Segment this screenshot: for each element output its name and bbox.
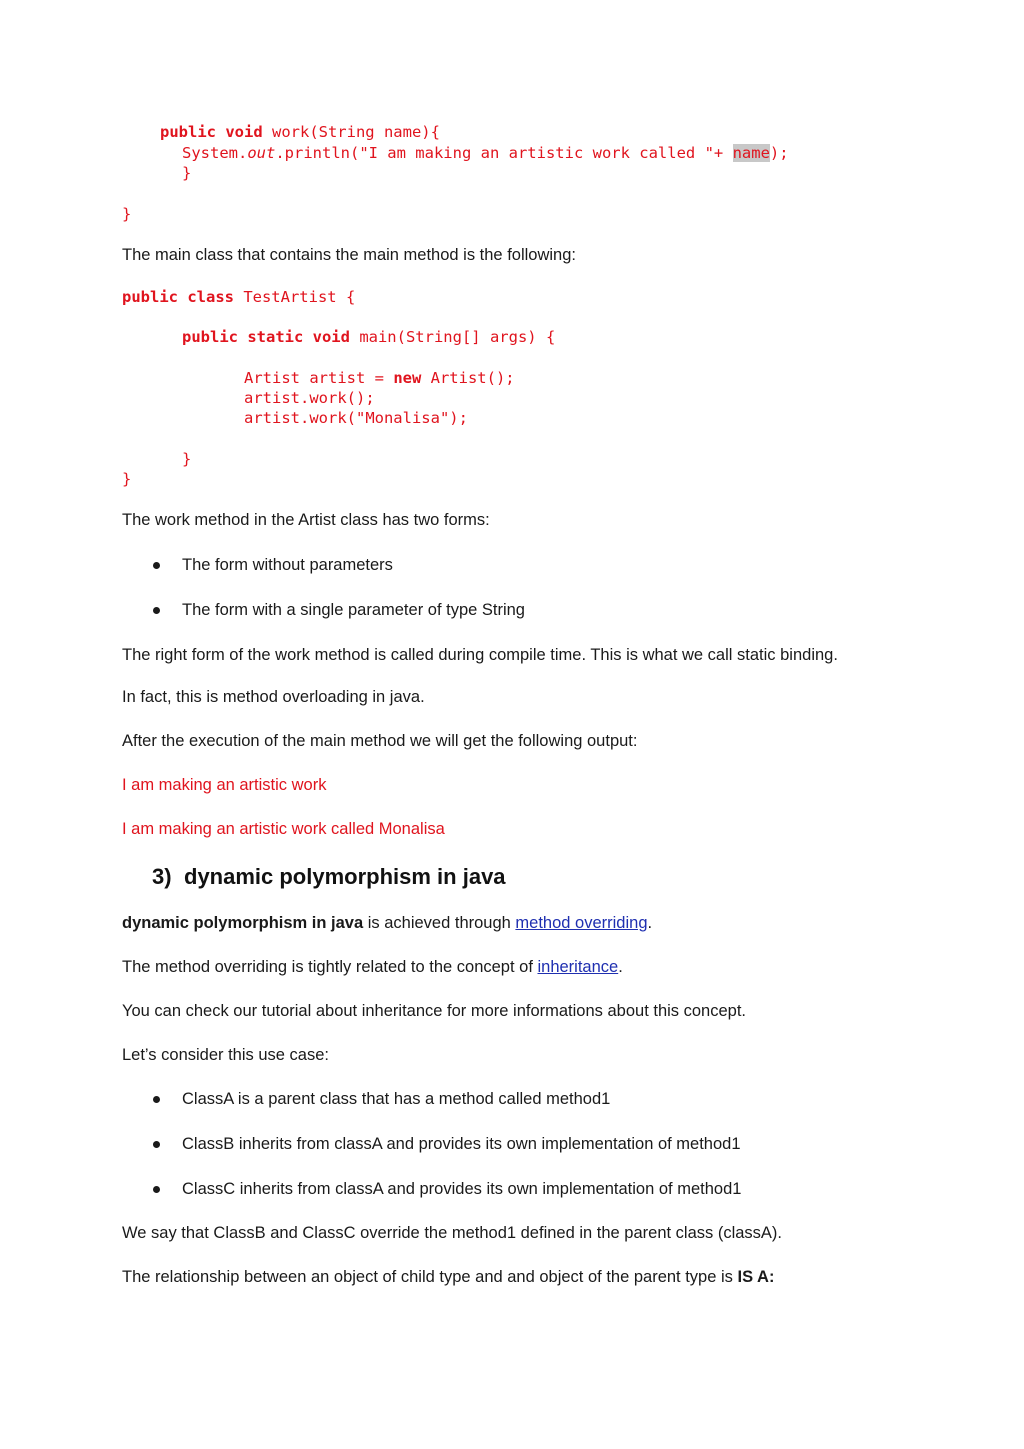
paragraph-tutorial: You can check our tutorial about inheritance for more informations about this concept. <box>122 1002 747 1020</box>
code-keyword: public static void <box>182 328 350 346</box>
code-line: } <box>182 164 192 182</box>
text-run: The relationship between an object of child type and and object of the parent type is <box>122 1268 738 1286</box>
paragraph-achieved <box>122 912 652 934</box>
code-line: } <box>182 450 192 468</box>
paragraph-static-binding: The right form of the work method is called during compile time. This is what we call static binding. <box>122 646 838 664</box>
code-italic: out <box>247 144 276 162</box>
list-item: ClassB inherits from classA and provides its own implementation of method1 <box>182 1135 741 1153</box>
code-line <box>122 287 355 307</box>
code-line: artist.work(); <box>244 389 375 407</box>
code-line: } <box>122 470 132 488</box>
code-text: System. <box>182 144 248 162</box>
list-item: ClassC inherits from classA and provides its own implementation of method1 <box>182 1180 742 1198</box>
list-item: ClassA is a parent class that has a method called method1 <box>182 1090 611 1108</box>
code-keyword: new <box>393 369 422 387</box>
text-run: The method overriding is tightly related to the concept of <box>122 958 538 976</box>
method-overriding-link[interactable]: method overriding <box>515 914 648 932</box>
paragraph-two-forms: The work method in the Artist class has two forms: <box>122 511 490 529</box>
code-text: .println("I am making an artistic work called "+ <box>275 144 733 162</box>
code-line <box>182 143 789 163</box>
paragraph-relationship <box>122 1266 774 1288</box>
code-text: Artist(); <box>421 369 515 387</box>
output-line: I am making an artistic work called Monalisa <box>122 820 445 838</box>
code-line: } <box>122 205 132 223</box>
paragraph-output-intro: After the execution of the main method we will get the following output: <box>122 732 638 750</box>
inheritance-link[interactable]: inheritance <box>537 958 619 976</box>
code-keyword: public void <box>160 123 263 141</box>
text-run: . <box>618 958 623 976</box>
text-run: is achieved through <box>363 914 516 932</box>
code-text: main(String[] args) { <box>349 328 556 346</box>
bullet-icon <box>153 607 160 614</box>
list-item: The form with a single parameter of type String <box>182 601 525 619</box>
bullet-icon <box>153 1186 160 1193</box>
code-line <box>244 368 515 388</box>
code-line: artist.work("Monalisa"); <box>244 409 468 427</box>
paragraph-override: We say that ClassB and ClassC override the method1 defined in the parent class (classA). <box>122 1224 783 1242</box>
bullet-icon <box>153 1096 160 1103</box>
section-number: 3) <box>152 864 172 889</box>
code-text: TestArtist { <box>233 288 356 306</box>
list-item: The form without parameters <box>182 556 393 574</box>
code-line <box>182 327 555 347</box>
paragraph-main-class: The main class that contains the main method is the following: <box>122 246 576 264</box>
section-heading: dynamic polymorphism in java <box>184 864 506 889</box>
bullet-icon <box>153 1141 160 1148</box>
text-run: . <box>647 914 653 932</box>
output-line: I am making an artistic work <box>122 776 327 794</box>
paragraph-overloading: In fact, this is method overloading in java. <box>122 688 425 706</box>
code-text: work(String name){ <box>262 123 440 141</box>
code-highlighted-name: name <box>732 144 770 162</box>
code-line <box>160 122 440 142</box>
paragraph-related <box>122 956 623 978</box>
code-keyword: public class <box>122 288 234 306</box>
bold-term: IS A: <box>737 1268 775 1286</box>
code-text: Artist artist = <box>244 369 394 387</box>
bullet-icon <box>153 562 160 569</box>
code-text: ); <box>769 144 789 162</box>
paragraph-usecase: Let’s consider this use case: <box>122 1046 329 1064</box>
bold-term: dynamic polymorphism in java <box>122 914 364 932</box>
